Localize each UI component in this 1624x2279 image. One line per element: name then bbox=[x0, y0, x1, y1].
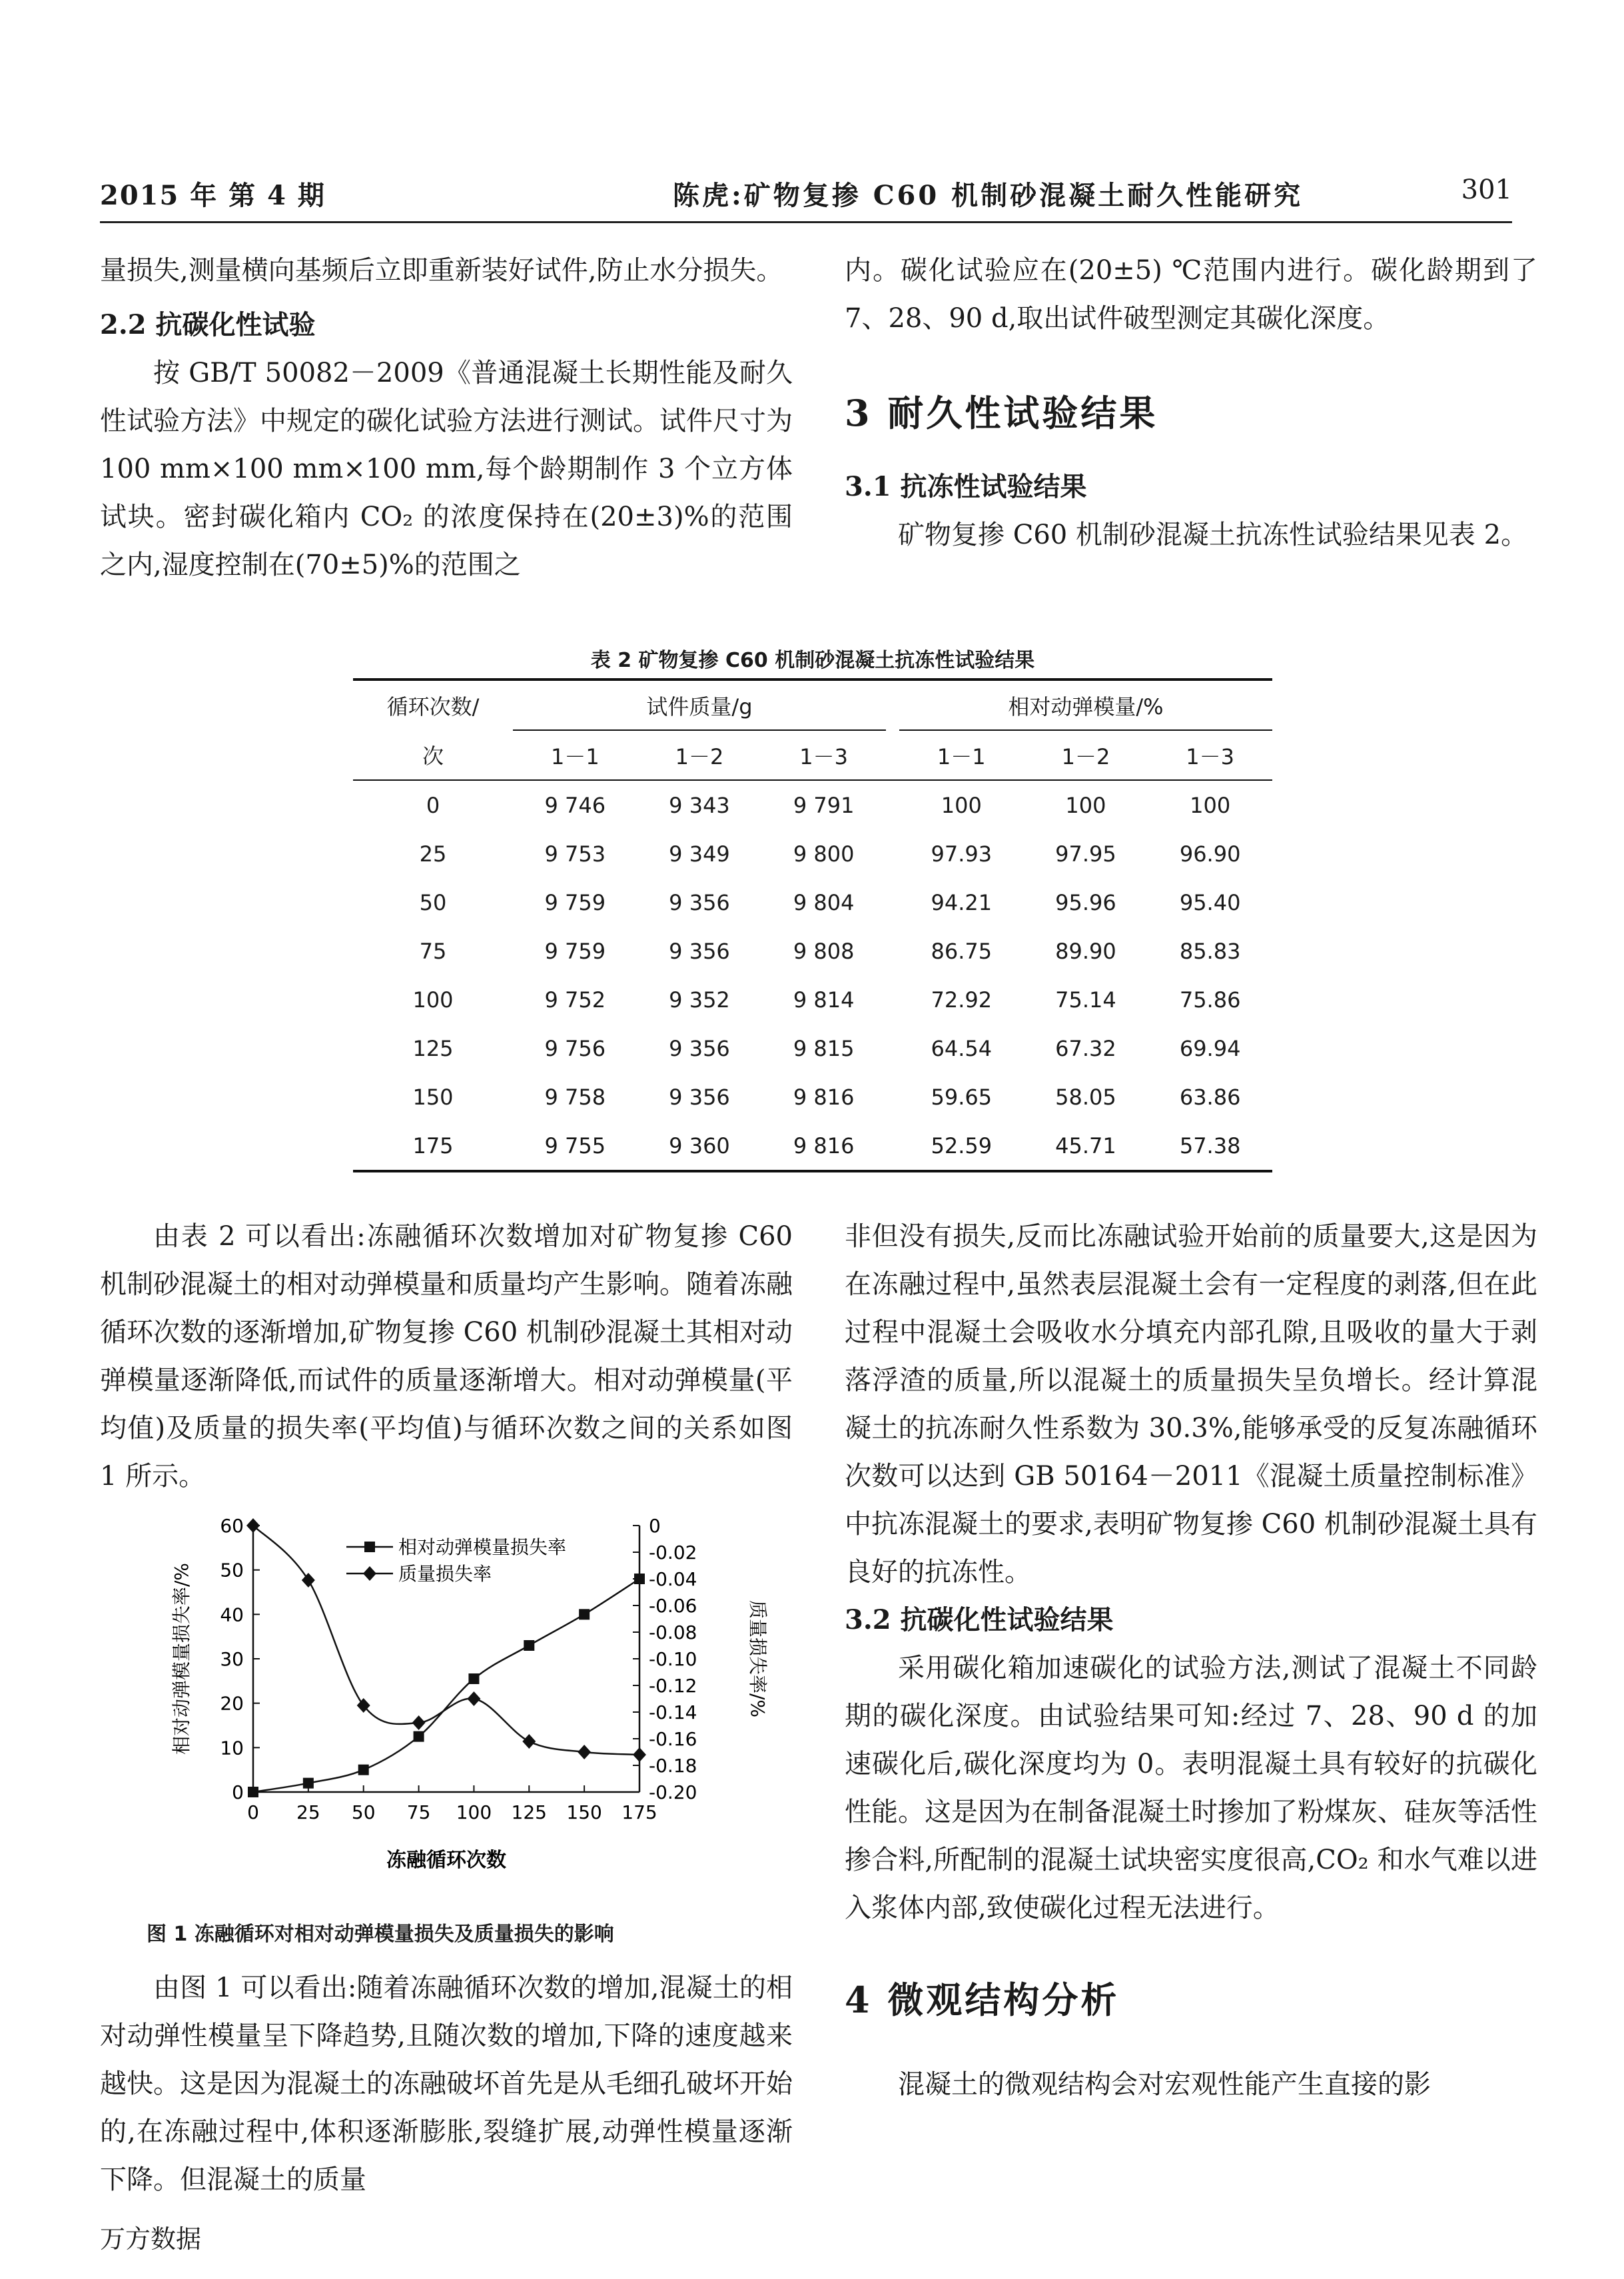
table-subhead: 1－3 bbox=[1148, 730, 1272, 780]
table-row bbox=[353, 1073, 1272, 1121]
y2-tick-label: -0.02 bbox=[649, 1542, 697, 1564]
paragraph-carbonation-method: 按 GB/T 50082－2009《普通混凝土长期性能及耐久性试验方法》中规定的碳化试验方法进行测试。试件尺寸为 100 mm×100 mm×100 mm,每个龄期制作 3 个立方体试块。密封碳化箱内 CO₂ 的浓度保持在(20±3)%的范围之内,湿度控制在(70±5)%的范围之 bbox=[100, 358, 793, 580]
x-tick-label: 25 bbox=[296, 1801, 320, 1823]
table-cell: 9 360 bbox=[637, 1121, 762, 1171]
table-cell: 95.40 bbox=[1179, 889, 1241, 915]
table-cell: 45.71 bbox=[1024, 1121, 1148, 1171]
y-tick-label: 40 bbox=[220, 1603, 244, 1626]
table-cell: 86.75 bbox=[931, 938, 993, 964]
x-tick-label: 150 bbox=[566, 1801, 602, 1823]
y-tick-label: 0 bbox=[232, 1781, 244, 1803]
x-tick-label: 100 bbox=[456, 1801, 492, 1823]
frost-resistance-table bbox=[353, 678, 1272, 1172]
data-point-square bbox=[414, 1731, 424, 1742]
subsection-3-1-heading: 3.1 抗冻性试验结果 bbox=[845, 471, 1087, 502]
y2-tick-label: -0.14 bbox=[649, 1701, 697, 1723]
y2-tick-label: -0.18 bbox=[649, 1755, 697, 1777]
table-cell: 57.38 bbox=[1148, 1121, 1272, 1171]
table-cell: 9 759 bbox=[544, 938, 606, 964]
y2-tick-label: -0.06 bbox=[649, 1595, 697, 1617]
table-row bbox=[353, 829, 1272, 878]
table-cell: 9 756 bbox=[544, 1035, 606, 1061]
table-cell: 64.54 bbox=[931, 1035, 993, 1061]
left-column-middle bbox=[100, 1212, 793, 1500]
table-cell: 9 356 bbox=[669, 938, 730, 964]
series-line-2 bbox=[253, 1526, 639, 1755]
table-row bbox=[353, 780, 1272, 829]
table-cell: 9 758 bbox=[544, 1084, 606, 1110]
table-cell: 9 753 bbox=[544, 841, 606, 867]
data-point-square bbox=[634, 1574, 645, 1584]
table-subhead: 1－1 bbox=[899, 730, 1024, 780]
y2-tick-label: -0.10 bbox=[649, 1648, 697, 1670]
data-point-square bbox=[579, 1609, 590, 1619]
running-header bbox=[100, 175, 1512, 215]
paragraph-carbonation-temp: 内。碳化试验应在(20±5) ℃范围内进行。碳化龄期到了 7、28、90 d,取出试件破型测定其碳化深度。 bbox=[845, 255, 1537, 334]
y2-axis-label: 质量损失率/% bbox=[747, 1599, 769, 1718]
paragraph-figure-analysis: 由图 1 可以看出:随着冻融循环次数的增加,混凝土的相对动弹性模量呈下降趋势,且随次数的增加,下降的速度越来越快。这是因为混凝土的冻融破坏首先是从毛细孔破坏开始的,在冻融过程中,体积逐渐膨胀,裂缝扩展,动弹性模量逐渐下降。但混凝土的质量 bbox=[100, 1973, 793, 2195]
table-cell: 67.32 bbox=[1055, 1035, 1116, 1061]
table-cell: 85.83 bbox=[1179, 938, 1241, 964]
y-tick-label: 10 bbox=[220, 1737, 244, 1759]
table-cell: 100 bbox=[412, 987, 454, 1013]
table-cell: 96.90 bbox=[1179, 841, 1241, 867]
table-cell: 72.92 bbox=[931, 987, 993, 1013]
figure-1-caption: 图 1 冻融循环对相对动弹模量损失及质量损失的影响 bbox=[147, 1923, 614, 1946]
section-3-heading: 3 耐久性试验结果 bbox=[845, 392, 1158, 434]
table-cell: 75.86 bbox=[1179, 987, 1241, 1013]
data-point-square bbox=[524, 1640, 534, 1651]
y2-tick-label: -0.16 bbox=[649, 1728, 697, 1750]
table-cell: 150 bbox=[412, 1084, 454, 1110]
table-cell: 100 bbox=[1190, 792, 1231, 818]
table-cell: 75.14 bbox=[1055, 987, 1116, 1013]
table-cell: 100 bbox=[941, 792, 982, 818]
data-point-square bbox=[468, 1673, 479, 1684]
page-number: 301 bbox=[1461, 175, 1512, 205]
footer-source: 万方数据 bbox=[100, 2224, 202, 2254]
table-cell: 9 343 bbox=[669, 792, 730, 818]
data-point-diamond bbox=[467, 1691, 480, 1706]
y-tick-label: 60 bbox=[220, 1515, 244, 1537]
table-cell: 9 352 bbox=[669, 987, 730, 1013]
paragraph-table-analysis: 由表 2 可以看出:冻融循环次数增加对矿物复掺 C60 机制砂混凝土的相对动弹模量和质量均产生影响。随着冻融循环次数的逐渐增加,矿物复掺 C60 机制砂混凝土其相对动弹模量逐渐降低,而试件的质量逐渐增大。相对动弹模量(平均值)及质量的损失率(平均值)与循环次数之间的关系如图 1 所示。 bbox=[100, 1221, 793, 1492]
table-cell: 9 349 bbox=[669, 841, 730, 867]
data-point-diamond bbox=[522, 1734, 536, 1749]
paragraph-mass-gain: 非但没有损失,反而比冻融试验开始前的质量要大,这是因为在冻融过程中,虽然表层混凝土会有一定程度的剥落,但在此过程中混凝土会吸收水分填充内部孔隙,且吸收的量大于剥落浮渣的质量,所以混凝土的质量损失呈负增长。经计算混凝土的抗冻耐久性系数为 30.3%,能够承受的反复冻融循环次数可以达到 GB 50164－2011《混凝土质量控制标准》中抗冻混凝土的要求,表明矿物复掺 C60 机制砂混凝土具有良好的抗冻性。 bbox=[845, 1221, 1537, 1588]
table-subhead: 1－1 bbox=[513, 730, 637, 780]
table-cell: 9 800 bbox=[793, 841, 855, 867]
table-subhead: 1－2 bbox=[1024, 730, 1148, 780]
right-column-bottom bbox=[845, 1212, 1537, 2108]
table-row bbox=[353, 1121, 1272, 1171]
table-cell: 63.86 bbox=[1179, 1084, 1241, 1110]
figure-1-chart bbox=[120, 1499, 793, 1872]
figure-1 bbox=[120, 1499, 793, 1872]
table-cell: 97.95 bbox=[1055, 841, 1116, 867]
table-cell: 9 816 bbox=[761, 1121, 886, 1171]
right-column-top bbox=[845, 246, 1537, 559]
table-head-cycles: 循环次数/ bbox=[353, 680, 513, 730]
paragraph-table-ref: 矿物复掺 C60 机制砂混凝土抗冻性试验结果见表 2。 bbox=[898, 520, 1528, 550]
table-row bbox=[353, 927, 1272, 975]
table-cell: 9 814 bbox=[793, 987, 855, 1013]
table-cell: 9 808 bbox=[793, 938, 855, 964]
table-cell: 9 804 bbox=[793, 889, 855, 915]
table-cell: 125 bbox=[412, 1035, 454, 1061]
table-head-modulus: 相对动弹模量/% bbox=[899, 680, 1272, 730]
table-row bbox=[353, 975, 1272, 1024]
y-tick-label: 50 bbox=[220, 1559, 244, 1582]
section-4-heading: 4 微观结构分析 bbox=[845, 1979, 1120, 2021]
y2-tick-label: -0.04 bbox=[649, 1568, 697, 1590]
legend-label: 质量损失率 bbox=[398, 1563, 492, 1585]
table-cell: 9 816 bbox=[793, 1084, 855, 1110]
y-tick-label: 20 bbox=[220, 1692, 244, 1715]
journal-issue: 2015 年 第 4 期 bbox=[100, 180, 326, 211]
data-point-square bbox=[303, 1778, 314, 1789]
table-cell: 100 bbox=[1065, 792, 1106, 818]
table-cell: 25 bbox=[419, 841, 447, 867]
table-2 bbox=[353, 678, 1272, 1172]
paragraph-water-loss: 量损失,测量横向基频后立即重新装好试件,防止水分损失。 bbox=[100, 255, 783, 286]
x-tick-label: 50 bbox=[351, 1801, 376, 1823]
table-cell: 9 755 bbox=[513, 1121, 637, 1171]
x-axis-label: 冻融循环次数 bbox=[386, 1849, 506, 1872]
article-title: 陈虎:矿物复掺 C60 机制砂混凝土耐久性能研究 bbox=[673, 180, 1304, 211]
table-cell: 9 815 bbox=[793, 1035, 855, 1061]
y-axis-label: 相对动弹模量损失率/% bbox=[171, 1562, 193, 1755]
header-rule bbox=[100, 221, 1512, 223]
table-cell: 9 759 bbox=[544, 889, 606, 915]
data-point-diamond bbox=[412, 1715, 426, 1730]
x-tick-label: 75 bbox=[406, 1801, 431, 1823]
table-cell: 95.96 bbox=[1055, 889, 1116, 915]
table-cell: 69.94 bbox=[1179, 1035, 1241, 1061]
table-2-caption: 表 2 矿物复掺 C60 机制砂混凝土抗冻性试验结果 bbox=[590, 649, 1035, 672]
y2-tick-label: -0.08 bbox=[649, 1621, 697, 1643]
table-cell: 89.90 bbox=[1055, 938, 1116, 964]
table-cell: 75 bbox=[419, 938, 447, 964]
table-subhead: 1－2 bbox=[637, 730, 762, 780]
data-point-diamond bbox=[578, 1745, 591, 1759]
x-tick-label: 125 bbox=[511, 1801, 548, 1823]
subsection-2-2-heading: 2.2 抗碳化性试验 bbox=[100, 309, 316, 340]
paragraph-microstructure: 混凝土的微观结构会对宏观性能产生直接的影 bbox=[898, 2069, 1431, 2100]
table-cell: 9 746 bbox=[544, 792, 606, 818]
table-subhead: 1－3 bbox=[761, 730, 886, 780]
table-cell: 50 bbox=[419, 889, 447, 915]
table-cell: 9 791 bbox=[793, 792, 855, 818]
paragraph-carbonation-results: 采用碳化箱加速碳化的试验方法,测试了混凝土不同龄期的碳化深度。由试验结果可知:经过 7、28、90 d 的加速碳化后,碳化深度均为 0。表明混凝土具有较好的抗碳化性能。这是因为在制备混凝土时掺加了粉煤灰、硅灰等活性掺合料,所配制的混凝土试块密实度很高,CO₂ 和水气难以进入浆体内部,致使碳化过程无法进行。 bbox=[845, 1653, 1537, 1923]
legend-marker-diamond bbox=[363, 1566, 376, 1581]
table-row bbox=[353, 878, 1272, 927]
y2-tick-label: 0 bbox=[649, 1515, 661, 1537]
table-head-mass: 试件质量/g bbox=[513, 680, 886, 730]
table-cell: 9 752 bbox=[544, 987, 606, 1013]
table-cell: 94.21 bbox=[931, 889, 993, 915]
table-cell: 175 bbox=[353, 1121, 513, 1171]
data-point-diamond bbox=[633, 1747, 646, 1762]
table-cell: 9 356 bbox=[669, 1084, 730, 1110]
legend-label: 相对动弹模量损失率 bbox=[398, 1536, 567, 1558]
table-head-cycles-unit: 次 bbox=[353, 730, 513, 780]
y-tick-label: 30 bbox=[220, 1648, 244, 1670]
table-cell: 59.65 bbox=[931, 1084, 993, 1110]
y2-tick-label: -0.12 bbox=[649, 1675, 697, 1697]
data-point-diamond bbox=[302, 1573, 315, 1588]
table-cell: 0 bbox=[426, 792, 440, 818]
table-row bbox=[353, 1024, 1272, 1073]
table-cell: 9 356 bbox=[669, 889, 730, 915]
x-tick-label: 0 bbox=[247, 1801, 259, 1823]
data-point-diamond bbox=[246, 1518, 260, 1533]
table-cell: 52.59 bbox=[899, 1121, 1024, 1171]
left-column-top bbox=[100, 246, 793, 589]
y2-tick-label: -0.20 bbox=[649, 1781, 697, 1803]
table-cell: 9 356 bbox=[669, 1035, 730, 1061]
table-cell: 58.05 bbox=[1055, 1084, 1116, 1110]
data-point-square bbox=[248, 1787, 258, 1797]
legend-marker-square bbox=[364, 1542, 375, 1552]
x-tick-label: 175 bbox=[621, 1801, 657, 1823]
table-cell: 97.93 bbox=[931, 841, 993, 867]
subsection-3-2-heading: 3.2 抗碳化性试验结果 bbox=[845, 1604, 1114, 1635]
data-point-square bbox=[358, 1765, 369, 1775]
left-column-bottom bbox=[100, 1964, 793, 2204]
